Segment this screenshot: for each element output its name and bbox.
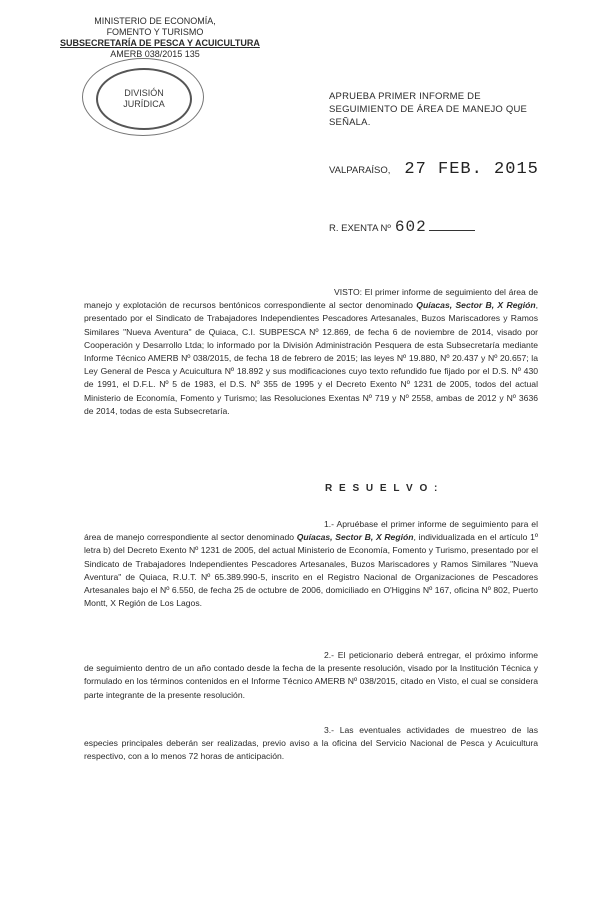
document-subject: APRUEBA PRIMER INFORME DE SEGUIMIENTO DE ÁREA DE MANEJO QUE SEÑALA. — [329, 91, 528, 128]
visto-text-2: , presentado por el Sindicato de Trabajadores Independientes Pescadores Artesanales, Buzos Mariscadores y Ramos Similares "Nueva Aventura" de Quiaca, C.I. SUBPESCA Nº 12.869, de fecha 6 de noviembre de 2014, visado por Cooperación y Desarrollo Ltda; lo informado por la División Administración Pesquera de esta Subsecretaría mediante Informe Técnico AMERB Nº 038/2015, de fecha 18 de febrero de 2015; las leyes Nº 19.880, Nº 20.437 y Nº 20.657; la Ley General de Pesca y Acuicultura Nº 18.892 y sus modificaciones cuyo texto refundido fue fijado por el D.S. Nº 430 de 1991, el D.F.L. Nº 5 de 1983, el D.S. Nº 355 de 1995 y el Decreto Exento Nº 1231 de 2005, todos del actual Ministerio de Economía, Fomento y Turismo; las Resoluciones Exentas Nº 719 y Nº 2558, ambas de 2012 y Nº 3636 de 2014, todas de esta Subsecretaría. — [84, 300, 538, 416]
ministry-line-1: MINISTERIO DE ECONOMÍA, — [94, 16, 216, 26]
visto-paragraph — [84, 286, 538, 418]
resolution-article-1 — [84, 518, 538, 610]
visto-sector: Quíacas, Sector B, X Región — [416, 300, 536, 311]
visto-text-1: VISTO: El primer informe de seguimiento del área de manejo y explotación de recursos bentónicos correspondiente al sector denominado — [84, 287, 538, 311]
subsecretaria-line: SUBSECRETARÍA DE PESCA Y ACUICULTURA — [60, 38, 260, 48]
place-date — [329, 160, 539, 179]
article-1-text-1: 1.- Apruébase el primer informe de seguimiento para el área de manejo correspondiente al sector denominado — [84, 519, 538, 543]
resolution-number — [329, 218, 475, 236]
resolution-article-3: 3.- Las eventuales actividades de muestreo de las especies principales deberán ser realizadas, previo aviso a la oficina del Servicio Nacional de Pesca y Acuicultura respectivo, con a lo menos 72 horas de anticipación. — [84, 725, 538, 762]
place: VALPARAÍSO, — [329, 165, 391, 176]
division-juridica-stamp — [96, 68, 192, 130]
reference-code: AMERB 038/2015 135 — [110, 49, 200, 59]
resolution-number-value: 602 — [394, 218, 427, 236]
resolution-article-2: 2.- El peticionario deberá entregar, el próximo informe de seguimiento dentro de un año contado desde la fecha de la presente resolución, visado por la Institución Técnica y formulado en los términos contenidos en el Informe Técnico AMERB Nº 038/2015, citado en Visto, el cual se considera parte integrante de la presente resolución. — [84, 650, 538, 700]
stamp-line-1: DIVISIÓN — [124, 88, 164, 98]
date-stamp: 27 FEB. 2015 — [404, 160, 539, 179]
stamp-line-2: JURÍDICA — [123, 99, 165, 109]
article-1-text-2: , individualizada en el artículo 1º letra b) del Decreto Exento Nº 1231 de 2005, del actual Ministerio de Economía, Fomento y Turismo, presentado por el Sindicato de Trabajadores Independientes Pescadores Artesanales, Buzos Mariscadores y Ramos Similares "Nueva Aventura" de Quiaca, R.U.T. Nº 65.389.990-5, inscrito en el Registro Nacional de Organizaciones de Pescadores Artesanales bajo el Nº 6.550, de fecha 25 de octubre de 2006, domiciliado en O'Higgins Nº 167, oficina Nº 802, Puerto Montt, X Región de Los Lagos. — [84, 532, 538, 609]
article-1-sector: Quíacas, Sector B, X Región — [296, 532, 414, 543]
resolution-underline — [429, 230, 475, 231]
letterhead — [60, 16, 260, 60]
ministry-line-2: FOMENTO Y TURISMO — [106, 27, 204, 37]
resolution-label: R. EXENTA Nº — [329, 223, 391, 234]
resuelvo-heading: R E S U E L V O : — [325, 483, 440, 494]
